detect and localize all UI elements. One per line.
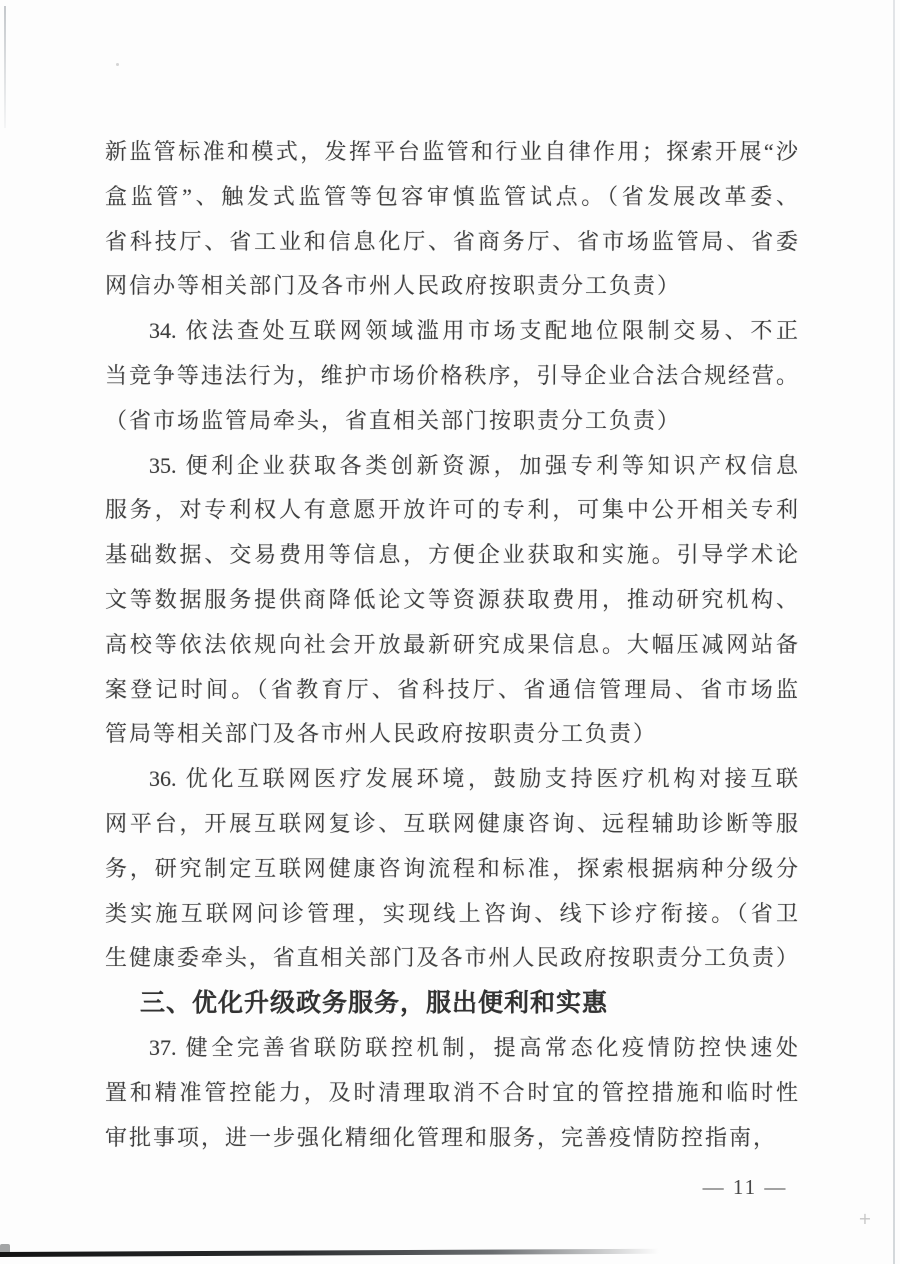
text-line: 类实施互联网问诊管理，实现线上咨询、线下诊疗衔接。（省卫	[105, 900, 798, 926]
paragraph-36	[105, 757, 798, 981]
page-number: — 11 —	[702, 1175, 788, 1199]
text-line: 务，研究制定互联网健康咨询流程和标准，探索根据病种分级分	[105, 855, 798, 881]
scan-speck	[116, 63, 119, 66]
text-line: 置和精准管控能力，及时清理取消不合时宜的管控措施和临时性	[105, 1079, 798, 1105]
text-line: 生健康委牵头，省直相关部门及各市州人民政府按职责分工负责）	[105, 945, 798, 971]
text-line: 基础数据、交易费用等信息，方便企业获取和实施。引导学术论	[105, 542, 798, 568]
scan-edge-right-line	[893, 0, 895, 1264]
text-line: 网信办等相关部门及各市州人民政府按职责分工负责）	[105, 273, 682, 299]
scan-plus-mark: +	[858, 1209, 872, 1228]
text-line: 高校等依法依规向社会开放最新研究成果信息。大幅压减网站备	[105, 631, 798, 657]
document-body-text	[105, 130, 798, 1160]
scan-bottom-edge-line	[0, 1249, 659, 1257]
paragraph-33-continued	[105, 130, 798, 309]
text-line: 新监管标准和模式，发挥平台监管和行业自律作用；探索开展“沙	[105, 139, 798, 164]
scan-edge-left-line	[4, 6, 6, 128]
text-line: 36. 优化互联网医疗发展环境，鼓励支持医疗机构对接互联	[149, 766, 798, 792]
text-line: （省市场监管局牵头，省直相关部门按职责分工负责）	[105, 407, 682, 433]
section-heading-text: 三、优化升级政务服务，服出便利和实惠	[140, 989, 609, 1018]
text-line: 管局等相关部门及各市州人民政府按职责分工负责）	[105, 721, 658, 747]
text-line: 35. 便利企业获取各类创新资源，加强专利等知识产权信息	[149, 452, 798, 478]
paragraph-37	[105, 1026, 798, 1160]
section-heading	[105, 981, 798, 1026]
text-line: 审批事项，进一步强化精细化管理和服务，完善疫情防控指南，	[105, 1124, 778, 1150]
text-line: 34. 依法查处互联网领域滥用市场支配地位限制交易、不正	[149, 318, 798, 344]
text-line: 服务，对专利权人有意愿开放许可的专利，可集中公开相关专利	[105, 497, 798, 523]
text-line: 文等数据服务提供商降低论文等资源获取费用，推动研究机构、	[105, 586, 798, 612]
text-line: 网平台，开展互联网复诊、互联网健康咨询、远程辅助诊断等服	[105, 810, 798, 836]
paragraph-34	[105, 309, 798, 443]
text-line: 当竞争等违法行为，维护市场价格秩序，引导企业合法合规经营。	[105, 362, 798, 388]
text-line: 案登记时间。（省教育厅、省科技厅、省通信管理局、省市场监	[105, 676, 798, 702]
text-line: 盒监管”、触发式监管等包容审慎监管试点。（省发展改革委、	[105, 183, 798, 209]
text-line: 37. 健全完善省联防联控机制，提高常态化疫情防控快速处	[149, 1034, 798, 1060]
paragraph-35	[105, 444, 798, 758]
text-line: 省科技厅、省工业和信息化厅、省商务厅、省市场监管局、省委	[105, 228, 798, 254]
